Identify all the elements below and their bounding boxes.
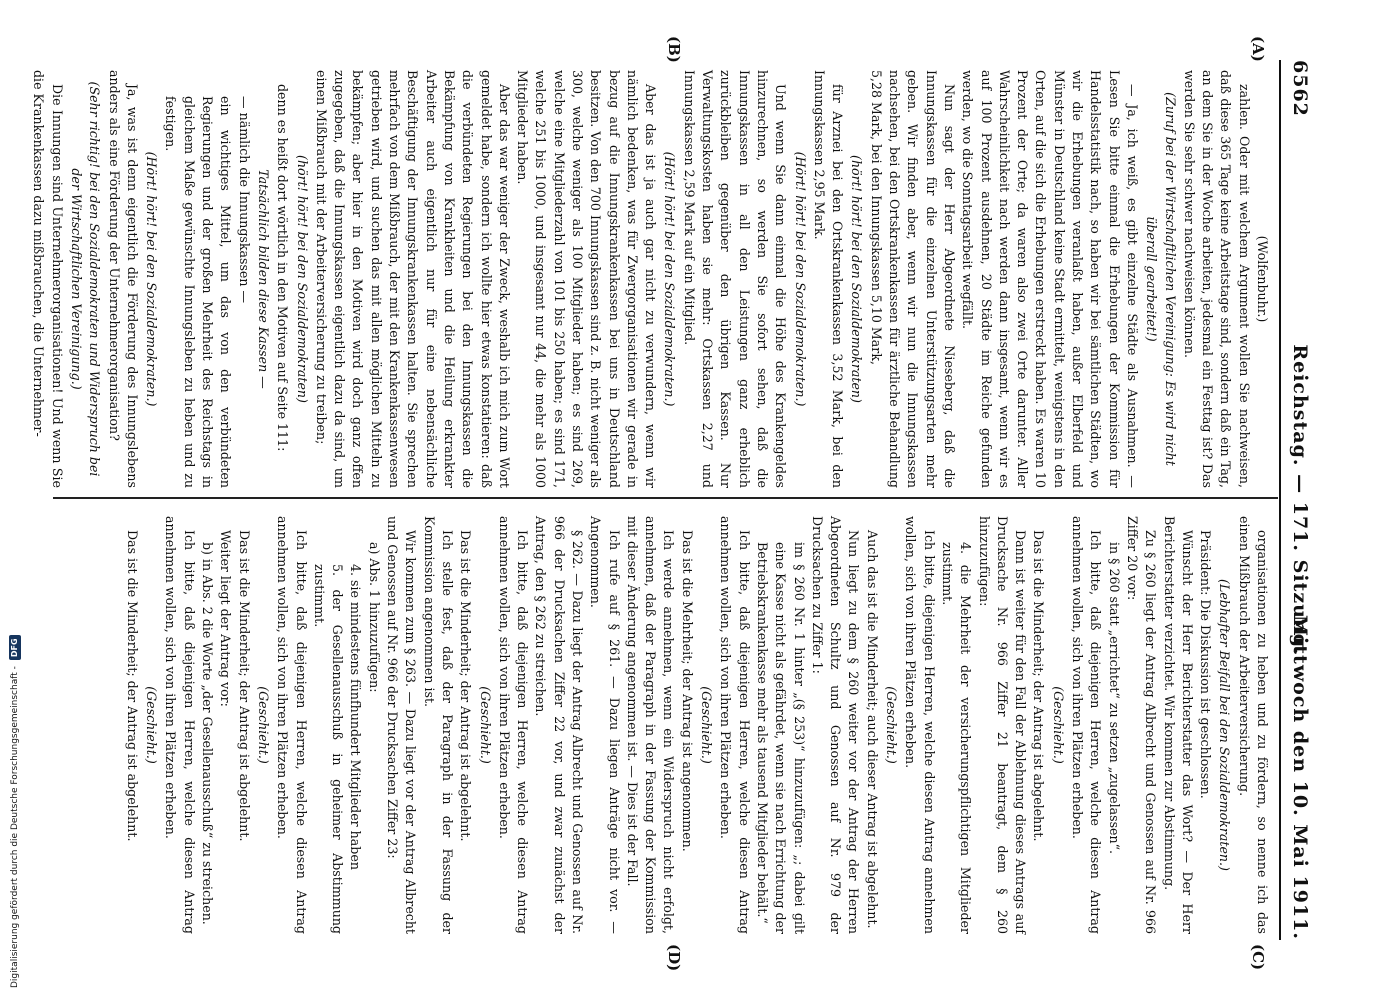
right-paragraph: Dann ist weiter für den Fall der Ablehnung dieses Antrags auf Drucksache Nr. 966 Ziffer 21 beantragt, dem § 260 hinzuzufügen: bbox=[976, 516, 1029, 934]
left-paragraph: (Zuruf bei der Wirtschaftlichen Vereinigung: Es wird nicht überall gearbeitet!) bbox=[1144, 92, 1178, 466]
right-paragraph: Das ist die Minderheit; der Antrag ist abgelehnt. bbox=[124, 530, 140, 842]
left-paragraph: Aber das war weniger der Zweck, weshalb ich mich zum Wort gemeldet habe, sondern ich wollte hier etwas konstatieren: daß die verbündeten Regierungen bei den Innungskassen die Bekämpfung von Krankheiten und die Heilung erkrankter Arbeiter auch eigentlich nur für eine nebensächliche Beschäftigung der Innungskrankenkassen halten. Sie sprechen mehrfach von dem Mißbrauch, der mit den Krankenkassenwesen getrieben wird, und suchen das mit allen möglichen Mitteln zu bekämpfen; aber hier in den Motiven wird doch ganz offen zugegeben, daß die Innungskassen eigentlich dazu da sind, um einen Mißbrauch mit der Arbeiterversicherung zu treiben; bbox=[313, 70, 512, 488]
right-paragraph: 4. die Mehrheit der versicherungspflichtigen Mitglieder zustimmt. bbox=[939, 542, 974, 934]
right-paragraph: (Lebhafter Beifall bei den Sozialdemokraten.) bbox=[1217, 579, 1233, 871]
footer bbox=[4, 8, 24, 988]
margin-mark-b: (B) bbox=[665, 36, 683, 63]
right-paragraph: Ich bitte, daß diejenigen Herren, welche diesen Antrag annehmen wollen, sich von ihren Plätzen erheben. bbox=[496, 516, 531, 934]
right-paragraph: Das ist die Minderheit; der Antrag ist abgelehnt. bbox=[236, 530, 252, 842]
left-paragraph: — Ja, ich weiß, es gibt einzelne Städte als Ausnahmen. — Lesen Sie bitte einmal die Erhebungen der Kommission für Handelsstatistik nach, so haben wir bei sämtlichen Städten, wo wir die Erhebungen veranlaßt haben, außer Elberfeld und Münster in Deutschland keine Stadt ermittelt, wenigstens in den Orten, auf die sich die Erhebungen erstreckt haben. Es waren 10 Prozent der Orte; da waren also zwei Orte darunter. Aller Wahrscheinlichkeit nach werden dann insgesamt, wenn wir es auf 100 Prozent ausdehnen, 20 Städte im Reiche gefunden werden, wo die Sonntagsarbeit wegfällt. bbox=[960, 70, 1140, 488]
right-paragraph: Ich rufe auf § 261. — Dazu liegen Anträge nicht vor. — Angenommen. bbox=[588, 516, 622, 934]
page-header bbox=[1279, 60, 1317, 940]
page-number: 6562 bbox=[1289, 60, 1311, 117]
right-paragraph: im § 260 Nr. 1 hinter „(§ 253)“ hinzuzufügen: „; dabei gilt eine Kasse nicht als gefährdet, wenn sie nach Errichtung der Betriebskrankenkasse mehr als tausend Mitglieder behält.“ bbox=[754, 542, 807, 934]
margin-mark-a: (A) bbox=[1249, 36, 1267, 62]
left-paragraph: Ja, was ist denn eigentlich die Förderung des Innungslebens anders als eine Förderung der Unternehmerorganisation? bbox=[106, 70, 140, 488]
right-paragraph: § 262. — Dazu liegt der Antrag Albrecht und Genossen auf Nr. 966 der Drucksachen Ziffer 22 vor, und zwar zunächst der Antrag, den § 262 zu streichen. bbox=[533, 516, 586, 934]
left-paragraph: ein wichtiges Mittel, um das von den verbündeten Regierungen und der großen Mehrheit des Reichstags in gleichem Maße gewünschte Innungsleben zu heben und zu festigen. bbox=[163, 96, 234, 488]
left-paragraph: Die Innungen sind Unternehmerorganisationen! Und wenn Sie die Krankenkassen dazu mißbrauchen, die Unternehmer- bbox=[31, 70, 65, 488]
right-paragraph: Auch das ist die Minderheit; auch dieser Antrag ist abgelehnt. bbox=[864, 530, 880, 929]
right-paragraph: Nun liegt zu dem § 260 weiter vor der Antrag der Herren Abgeordneten Schultz und Genossen auf Nr. 979 der Drucksachen zu Ziffer 1: bbox=[809, 516, 862, 934]
left-paragraph: (Sehr richtig! bei den Sozialdemokraten und Widerspruch bei der Wirtschaftlichen Vereinigung.) bbox=[69, 81, 103, 477]
left-paragraph: — nämlich die Innungskassen — bbox=[236, 96, 252, 304]
footer-credit bbox=[6, 8, 24, 988]
right-paragraph: Ich bitte, daß diejenigen Herren, welche diesen Antrag annehmen wollen, sich von ihren Plätzen erheben. bbox=[718, 516, 752, 934]
right-paragraph: Ich bitte, daß diejenigen Herren, welche diesen Antrag annehmen wollen, sich von ihren Plätzen erheben. bbox=[1070, 516, 1104, 934]
right-paragraph: (Geschieht.) bbox=[255, 686, 271, 764]
right-paragraph: (Geschieht.) bbox=[1050, 686, 1066, 764]
margin-mark-c: (C) bbox=[1249, 944, 1267, 971]
right-text-column bbox=[61, 516, 1271, 934]
left-paragraph: denn es heißt dort wörtlich in den Motiven auf Seite 111: bbox=[275, 84, 291, 452]
right-paragraph: organisationen zu heben und zu fördern, so nenne ich das einen Mißbrauch der Arbeiterversicherung. bbox=[1236, 516, 1270, 934]
right-paragraph: (Geschieht.) bbox=[699, 686, 715, 764]
right-paragraph: (Geschieht.) bbox=[144, 686, 160, 764]
left-paragraph: (Hört! hört! bei den Sozialdemokraten.) bbox=[144, 151, 160, 407]
right-paragraph: 5. der Gesellenausschuß in geheimer Abstimmung zustimmt. bbox=[311, 564, 346, 934]
right-paragraph: Zu § 260 liegt der Antrag Albrecht und Genossen auf Nr. 966 Ziffer 20 vor: bbox=[1124, 516, 1159, 934]
margin-mark-d: (D) bbox=[665, 944, 683, 972]
right-paragraph: Wir kommen zum § 263. — Dazu liegt vor der Antrag Albrecht und Genossen auf Nr. 966 der Drucksachen Ziffer 23: bbox=[385, 516, 419, 934]
left-paragraph: (Hört! hört! bei den Sozialdemokraten.) bbox=[792, 151, 808, 407]
right-paragraph: Ich bitte, diejenigen Herren, welche diesen Antrag annehmen wollen, sich von ihren Plätzen erheben. bbox=[903, 516, 937, 934]
right-paragraph: (Geschieht.) bbox=[477, 686, 493, 764]
left-paragraph: Tatsächlich bilden diese Kassen — bbox=[255, 169, 271, 389]
right-paragraph: Das ist die Mehrheit; der Antrag ist angenommen. bbox=[679, 530, 695, 852]
page-title: Reichstag. — 171. Sitzung. bbox=[1289, 344, 1311, 656]
left-paragraph: (hört! hört! bei den Sozialdemokraten) bbox=[849, 155, 865, 403]
right-paragraph: b) in Abs. 2 die Worte „der Gesellenausschuß“ zu streichen. bbox=[200, 542, 216, 925]
right-paragraph: Das ist die Minderheit; der Antrag ist abgelehnt. bbox=[1031, 530, 1047, 842]
left-paragraph: zahlen. Oder mit welchem Argument wollen Sie nachweisen, daß diese 365 Tage keine Arbeitstage sind, sondern daß ein Tag, an dem Sie in der Woche arbeiten, jedesmal ein Festtag ist? Das werden Sie sehr schwer nachweisen können. bbox=[1181, 70, 1252, 488]
left-paragraph: Aber das ist ja auch gar nicht zu verwundern, wenn wir nämlich bedenken, was für Zwergorganisationen wir gerade in bezug auf die Innungskrankenkassen bei uns in Deutschland besitzen. Von den 700 Innungskassen sind z. B. nicht weniger als 300, welche weniger als 100 Mitglieder haben; es sind 269, welche eine Mitgliederzahl von 101 bis 250 haben; es sind 171, welche 251 bis 1000, und insgesamt nur 44, die mehr als 1000 Mitglieder haben. bbox=[515, 70, 659, 488]
right-paragraph: Ich stelle fest, daß der Paragraph in der Fassung der Kommission angenommen ist. bbox=[421, 516, 455, 934]
right-paragraph: Ich bitte, daß diejenigen Herren, welche diesen Antrag annehmen wollen, sich von ihren Plätzen erheben. bbox=[163, 516, 197, 934]
dfg-logo: DFG bbox=[9, 635, 21, 660]
right-paragraph: Das ist die Minderheit; der Antrag ist abgelehnt. bbox=[458, 530, 474, 842]
left-paragraph: Und wenn Sie dann einmal die Höhe des Krankengeldes hinzurechnen, so werden Sie sofort sehen, daß die Innungskassen in all den Leistungen ganz erheblich zurückbleiben gegenüber den übrigen Kassen. Nur Verwaltungskosten haben sie mehr: Ortskassen 2,27 und Innungskassen 2,59 Mark auf ein Mitglied. bbox=[681, 70, 789, 488]
right-paragraph: (Geschieht.) bbox=[884, 686, 900, 764]
left-paragraph: (hört! hört! bei den Sozialdemokraten) bbox=[294, 155, 310, 403]
footer-text: Digitalisierung gefördert durch die Deutsche Forschungsgemeinschaft - bbox=[10, 666, 20, 988]
left-text-column bbox=[31, 70, 1271, 488]
right-paragraph: 4. sie mindestens fünfhundert Mitglieder haben bbox=[348, 564, 364, 870]
right-paragraph: Weiter liegt der Antrag vor: bbox=[218, 530, 234, 707]
left-paragraph: Nun sagt der Herr Abgeordnete Nieseberg, daß die Innungskassen für die einzelnen Unterstützungsarten mehr geben. Wir finden aber, wenn wir nun die Innungskassen nachsehen, bei den Ortskrankenkassen für ärztliche Behandlung 5,28 Mark, bei den Innungskassen 5,10 Mark, bbox=[868, 70, 957, 488]
right-paragraph: Präsident: Die Diskussion ist geschlossen. bbox=[1198, 530, 1214, 799]
right-paragraph: a) Abs. 1 hinzuzufügen: bbox=[366, 542, 382, 693]
right-paragraph: Ich bitte, daß diejenigen Herren, welche diesen Antrag annehmen wollen, sich von ihren Plätzen erheben. bbox=[275, 516, 309, 934]
right-paragraph: Wünscht der Herr Berichterstatter das Wort? — Der Herr Berichterstatter verzichtet. Wir kommen zur Abstimmung. bbox=[1161, 516, 1195, 934]
column-divider bbox=[53, 497, 1278, 499]
left-paragraph: für Arznei bei den Ortskrankenkassen 3,52 Mark, bei den Innungskassen 2,95 Mark. bbox=[811, 70, 846, 488]
left-paragraph: (Wolfenbuhr.) bbox=[1255, 235, 1270, 323]
right-paragraph: in § 260 statt „errichtet“ zu setzen „zugelassen“. bbox=[1106, 542, 1122, 855]
left-paragraph: (Hört! hört! bei den Sozialdemokraten.) bbox=[662, 151, 678, 407]
page-date: Mittwoch den 10. Mai 1911. bbox=[1289, 615, 1311, 940]
right-paragraph: Ich werde annehmen, wenn ein Widerspruch nicht erfolgt, annehmen, daß der Paragraph in der Fassung der Kommission mit dieser Änderung angenommen ist. — Dies ist der Fall. bbox=[624, 516, 677, 934]
